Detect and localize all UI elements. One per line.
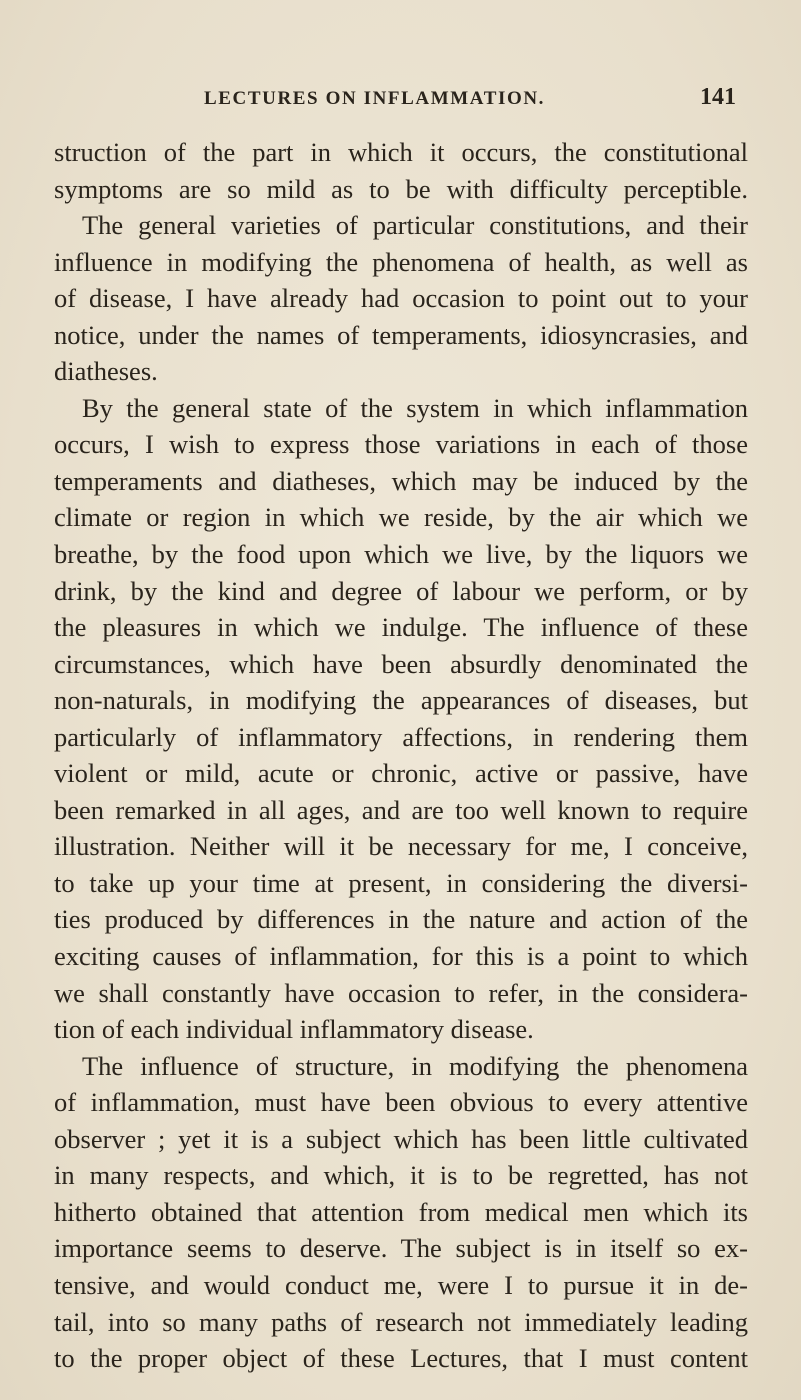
text-line: we shall constantly have occasion to refer, in the considera- xyxy=(54,977,748,1008)
page-number: 141 xyxy=(700,84,736,110)
text-line: of disease, I have already had occasion to point out to your xyxy=(54,283,748,314)
text-line: ties produced by differences in the nature and action of the xyxy=(54,904,748,935)
text-line: climate or region in which we reside, by the air which we xyxy=(54,502,748,533)
text-line: the pleasures in which we indulge. The influence of these xyxy=(54,612,748,643)
text-line: diatheses. xyxy=(54,356,158,387)
text-line: tion of each individual inflammatory disease. xyxy=(54,1014,534,1045)
text-line: violent or mild, acute or chronic, active or passive, have xyxy=(54,758,748,789)
text-line: breathe, by the food upon which we live, by the liquors we xyxy=(54,539,748,570)
text-line: The general varieties of particular constitutions, and their xyxy=(82,210,748,241)
text-line: The influence of structure, in modifying the phenomena xyxy=(82,1050,748,1081)
text-line: drink, by the kind and degree of labour we perform, or by xyxy=(54,575,748,606)
text-line: importance seems to deserve. The subject is in itself so ex- xyxy=(54,1233,748,1264)
text-line: in many respects, and which, it is to be regretted, has not xyxy=(54,1160,748,1191)
text-line: to the proper object of these Lectures, that I must content xyxy=(54,1343,748,1374)
body-text xyxy=(54,134,748,1377)
text-line: particularly of inflammatory affections, in rendering them xyxy=(54,721,748,752)
text-line: By the general state of the system in which inflammation xyxy=(82,392,748,423)
text-line: temperaments and diatheses, which may be induced by the xyxy=(54,465,748,496)
text-line: occurs, I wish to express those variations in each of those xyxy=(54,429,748,460)
text-line: influence in modifying the phenomena of health, as well as xyxy=(54,246,748,277)
text-line: observer ; yet it is a subject which has been little cultivated xyxy=(54,1123,748,1154)
running-title: LECTURES ON INFLAMMATION. xyxy=(204,88,546,109)
page-header xyxy=(0,84,801,120)
text-line: symptoms are so mild as to be with difficulty perceptible. xyxy=(54,173,748,204)
text-line: of inflammation, must have been obvious to every attentive xyxy=(54,1087,748,1118)
text-line: hitherto obtained that attention from medical men which its xyxy=(54,1196,748,1227)
text-line: non-naturals, in modifying the appearances of diseases, but xyxy=(54,685,748,716)
text-line: tail, into so many paths of research not immediately leading xyxy=(54,1306,748,1337)
text-line: exciting causes of inflammation, for this is a point to which xyxy=(54,941,748,972)
text-line: notice, under the names of temperaments, idiosyncrasies, and xyxy=(54,319,748,350)
text-line: to take up your time at present, in considering the diversi- xyxy=(54,867,748,898)
text-line: tensive, and would conduct me, were I to pursue it in de- xyxy=(54,1269,748,1300)
text-line: struction of the part in which it occurs, the constitutional xyxy=(54,137,748,167)
text-line: been remarked in all ages, and are too well known to require xyxy=(54,794,748,825)
text-line: illustration. Neither will it be necessary for me, I conceive, xyxy=(54,831,748,862)
text-line: circumstances, which have been absurdly denominated the xyxy=(54,648,748,679)
